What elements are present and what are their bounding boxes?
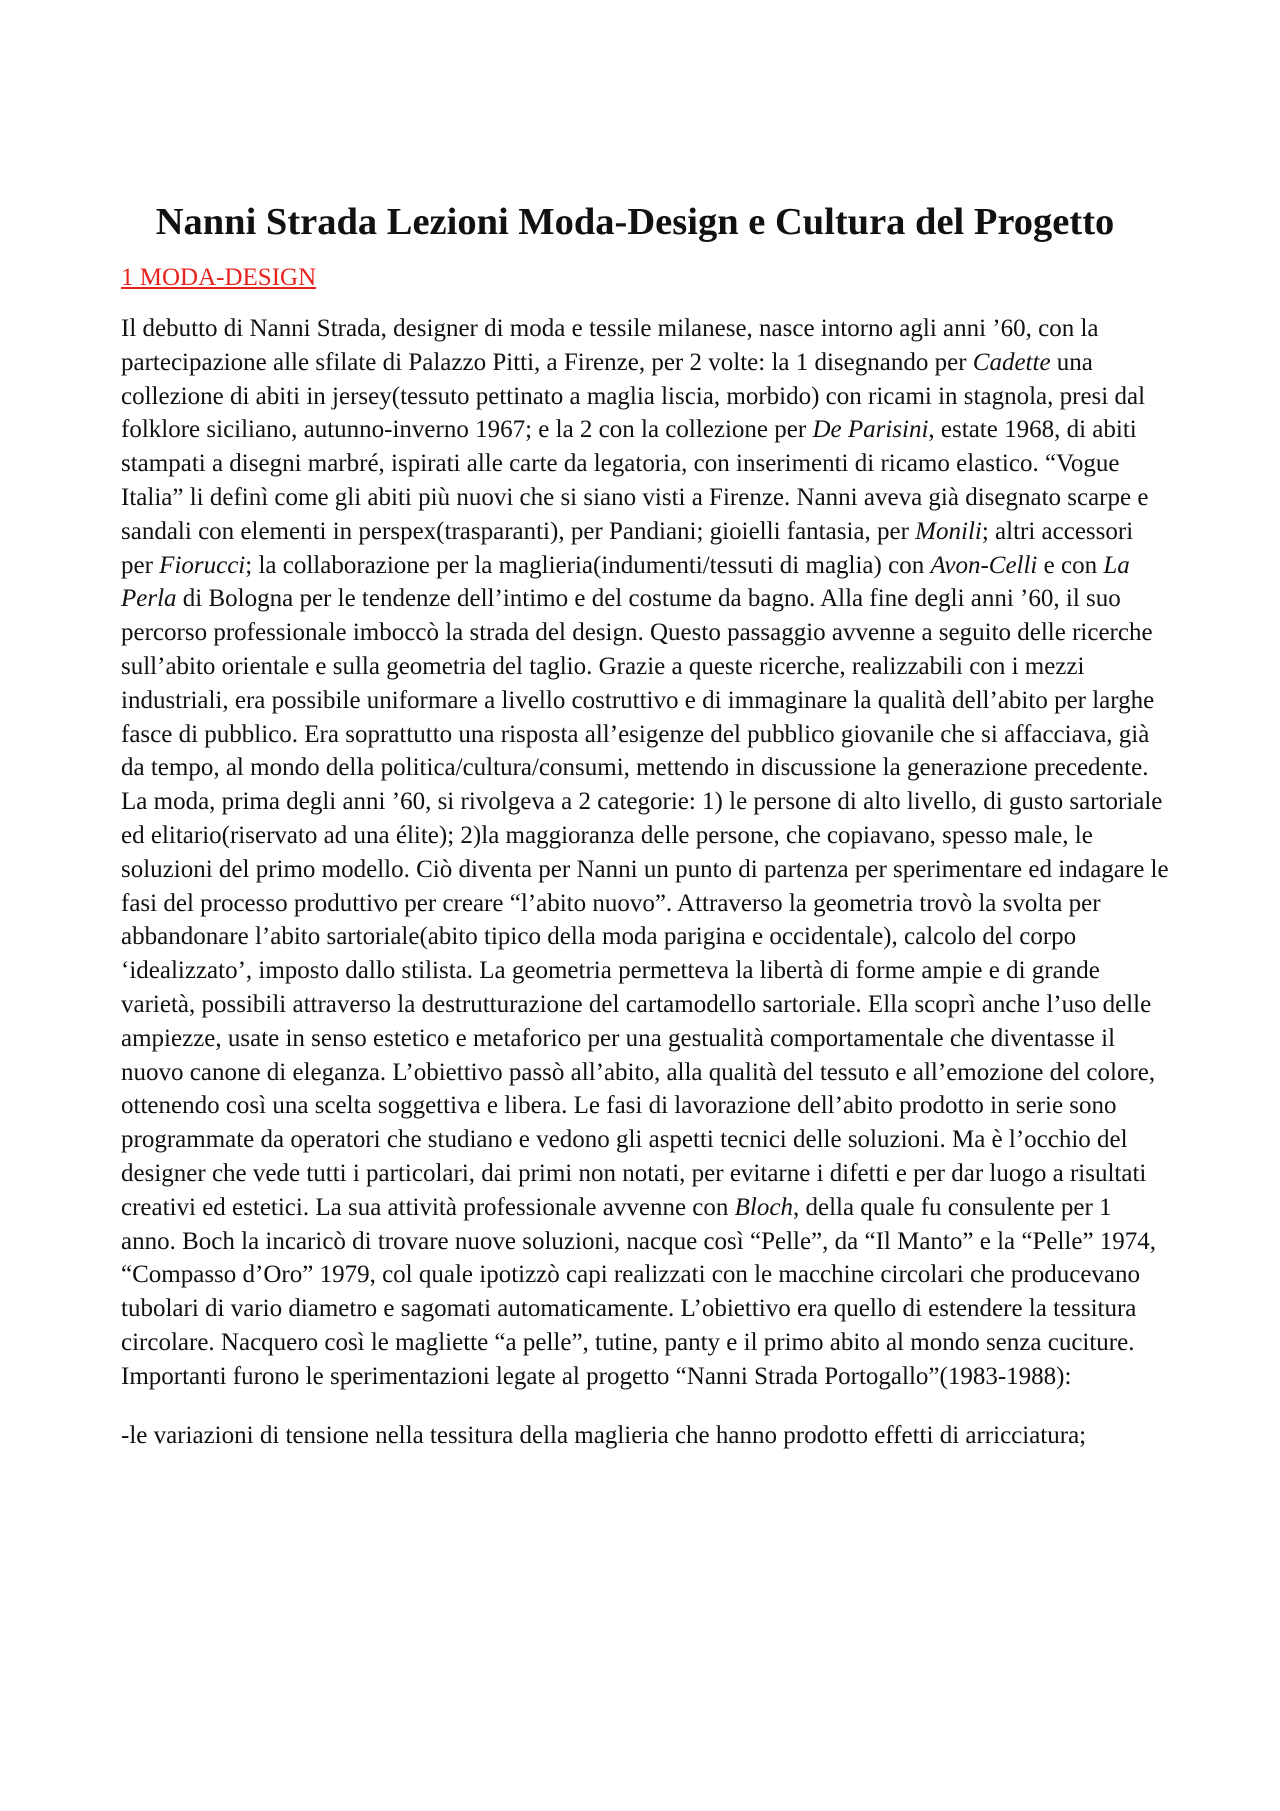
section-heading-moda-design: 1 MODA-DESIGN	[121, 264, 317, 291]
italic-name: Bloch	[734, 1193, 793, 1221]
italic-name: La Perla	[121, 551, 1130, 613]
body-paragraph	[121, 312, 1169, 1394]
paragraph-text: , estate 1968, di abiti stampati a disegni marbré, ispirati alle carte da legatoria, con inserimenti di ricamo elastico. “Vogue Italia” li definì come gli abiti più nuovi che si siano visti a Firenze. Nanni aveva già disegnato scarpe e sandali con elementi in perspex(trasparanti), per Pandiani; gioielli fantasia, per	[121, 416, 1149, 545]
document-page	[121, 198, 1169, 1477]
italic-name: Avon-Celli	[930, 551, 1038, 579]
italic-name: Monili	[915, 517, 982, 545]
paragraph-text: una collezione di abiti in jersey(tessuto pettinato a maglia liscia, morbido) con ricami in stagnola, presi dal folklore siciliano, autunno-inverno 1967; e la 2 con la collezione per	[121, 348, 1146, 444]
italic-name: Cadette	[972, 348, 1051, 376]
paragraph-text: e con	[1037, 551, 1104, 579]
paragraph-text: ; la collaborazione per la maglieria(indumenti/tessuti di maglia) con	[245, 551, 931, 579]
paragraph-text: , della quale fu consulente per 1 anno. Boch la incaricò di trovare nuove soluzioni, nacque così “Pelle”, da “Il Manto” e la “Pelle” 1974, “Compasso d’Oro” 1979, col quale ipotizzò capi realizzati con le macchine circolari che producevano tubolari di vario diametro e sagomati automaticamente. L’obiettivo era quello di estendere la tessitura circolare. Nacquero così le magliette “a pelle”, tutine, panty e il primo abito al mondo senza cuciture. Importanti furono le sperimentazioni legate al progetto “Nanni Strada Portogallo”(1983-1988):	[121, 1193, 1157, 1390]
list-item-tensione: -le variazioni di tensione nella tessitura della maglieria che hanno prodotto effetti di arricciatura;	[121, 1421, 1087, 1449]
paragraph-text: di Bologna per le tendenze dell’intimo e del costume da bagno. Alla fine degli anni ’60, il suo percorso professionale imboccò la strada del design. Questo passaggio avvenne a seguito delle ricerche sull’abito orientale e sulla geometria del taglio. Grazie a queste ricerche, realizzabili con i mezzi industriali, era possibile uniformare a livello costruttivo e di immaginare la qualità dell’abito per larghe fasce di pubblico. Era soprattutto una risposta all’esigenze del pubblico giovanile che si affacciava, già da tempo, al mondo della politica/cultura/consumi, mettendo in discussione la generazione precedente. La moda, prima degli anni ’60, si rivolgeva a 2 categorie: 1) le persone di alto livello, di gusto sartoriale ed elitario(riservato ad una élite); 2)la maggioranza delle persone, che copiavano, spesso male, le soluzioni del primo modello. Ciò diventa per Nanni un punto di partenza per sperimentare ed indagare le fasi del processo produttivo per creare “l’abito nuovo”. Attraverso la geometria trovò la svolta per abbandonare l’abito sartoriale(abito tipico della moda parigina e occidentale), calcolo del corpo ‘idealizzato’, imposto dallo stilista. La geometria permetteva la libertà di forme ampie e di grande varietà, possibili attraverso la destrutturazione del cartamodello sartoriale. Ella scoprì anche l’uso delle ampiezze, usate in senso estetico e metaforico per una gestualità comportamentale che diventasse il nuovo canone di eleganza. L’obiettivo passò all’abito, alla qualità del tessuto e all’emozione del colore, ottenendo così una scelta soggettiva e libera. Le fasi di lavorazione dell’abito prodotto in serie sono programmate da operatori che studiano e vedono gli aspetti tecnici delle soluzioni. Ma è l’occhio del designer che vede tutti i particolari, dai primi non notati, per evitarne i difetti e per dar luogo a risultati creativi ed estetici. La sua attività professionale avvenne con	[121, 585, 1169, 1221]
paragraph-text: ; altri accessori per	[121, 517, 1134, 579]
italic-name: De Parisini	[812, 416, 929, 444]
paragraph-text: Il debutto di Nanni Strada, designer di moda e tessile milanese, nasce intorno agli anni ’60, con la partecipazione alle sfilate di Palazzo Pitti, a Firenze, per 2 volte: la 1 disegnando per	[121, 315, 1099, 376]
document-title: Nanni Strada Lezioni Moda-Design e Cultura del Progetto	[155, 201, 1115, 243]
italic-name: Fiorucci	[159, 551, 246, 579]
